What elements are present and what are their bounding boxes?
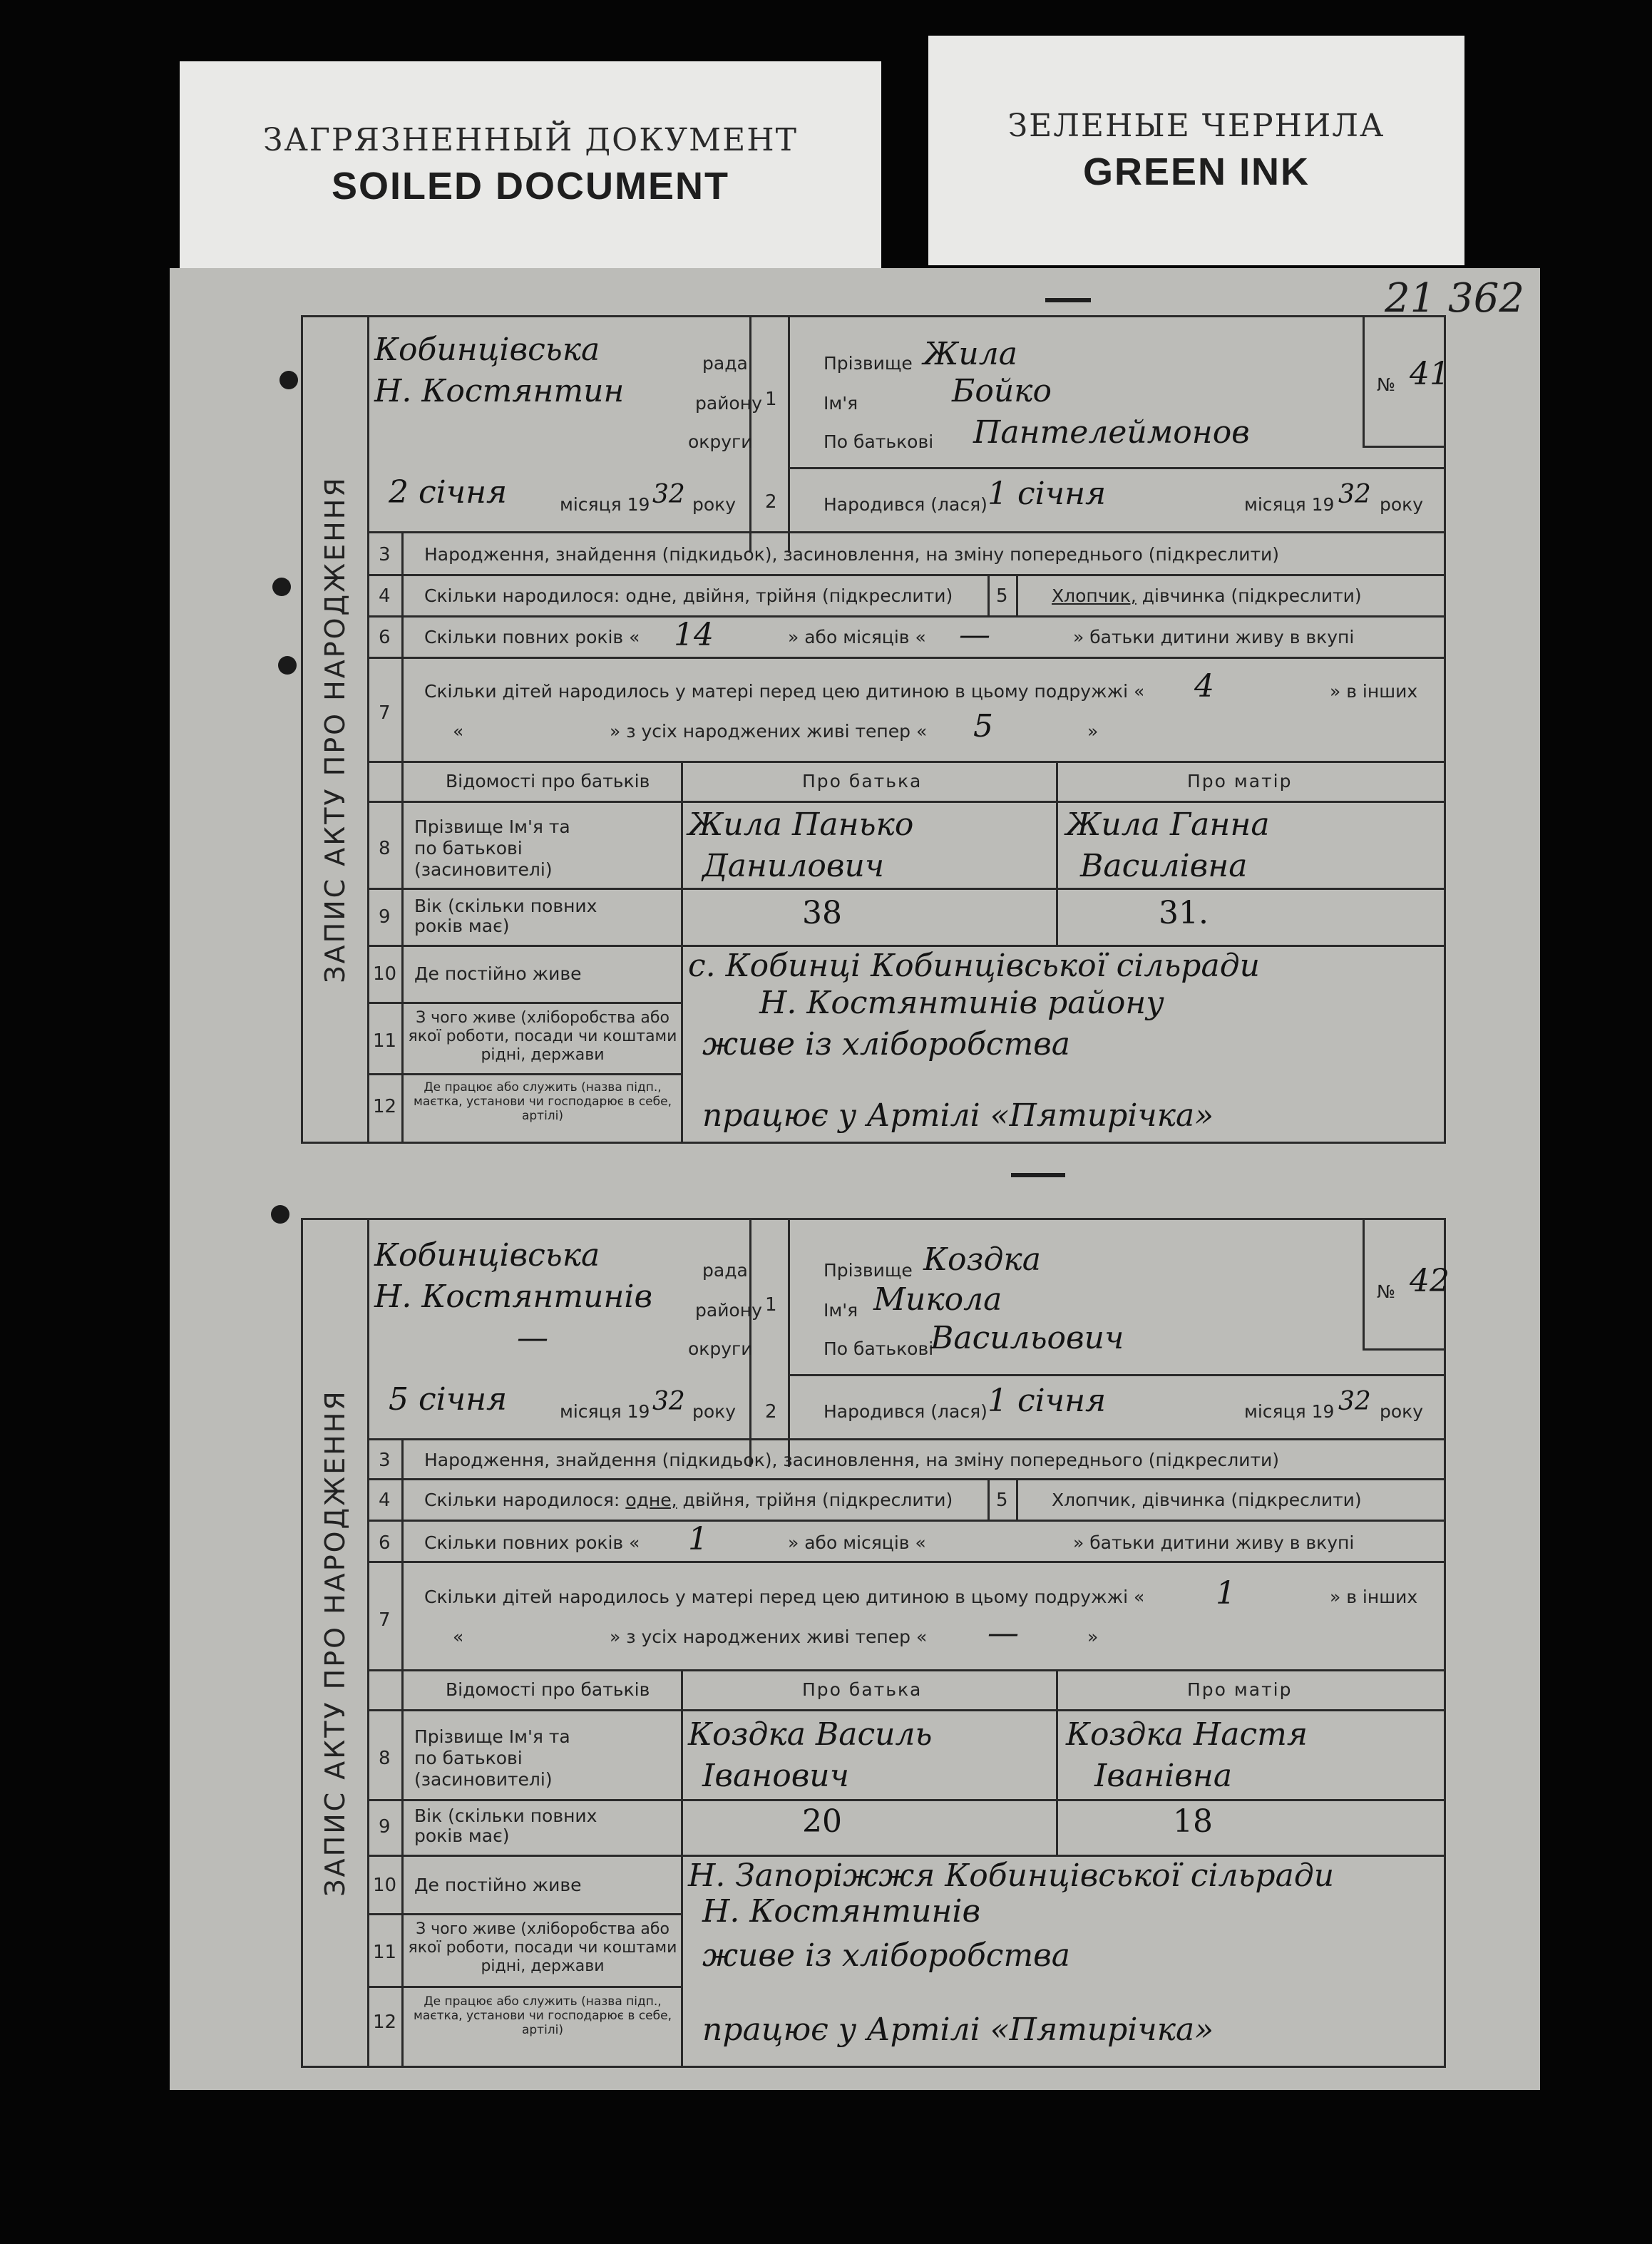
row-number: 5: [996, 1490, 1008, 1511]
birth-year: 32: [1338, 1387, 1371, 1416]
residence-1: с. Кобинці Кобинцівської сільради: [688, 948, 1260, 984]
row-divider: [367, 1002, 681, 1004]
row11-label: З чого живе (хліборобства або якої роботи, посади чи коштами рідні, держави: [408, 1920, 677, 1975]
rada-label: рада: [702, 1260, 748, 1281]
binding-hole: [279, 371, 298, 389]
row7-in-others: » в інших: [1330, 681, 1418, 702]
surname-label: Прізвище: [824, 1260, 913, 1281]
col-divider: [681, 1669, 683, 2066]
patronymic-label: По батькові: [824, 431, 934, 452]
row8-label: Прізвище Ім'я та по батькові (засиновителі): [414, 816, 570, 880]
surname-value: Жила: [923, 336, 1018, 372]
row-divider: [367, 615, 1444, 618]
birth-record-41: [301, 315, 1450, 1144]
registration-year: 32: [652, 1387, 685, 1416]
row3-text: Народження, знайдення (підкидьок), засиновлення, на зміну попереднього (підкреслити): [424, 544, 1280, 565]
green-ink-label: [928, 36, 1464, 265]
month-label: місяця 19: [1244, 1401, 1335, 1422]
occupation: живе із хліборобства: [702, 1937, 1071, 1974]
rada-value: Кобинцівська: [374, 1237, 600, 1274]
divider: [788, 317, 790, 553]
row-number: 4: [379, 1490, 391, 1511]
row-number: 7: [379, 702, 391, 724]
row-divider: [367, 574, 1444, 576]
workplace: працює у Артілі «Пятирічка»: [702, 2012, 1214, 2048]
divider: [1363, 446, 1444, 448]
row-divider: [367, 1478, 1444, 1480]
row-divider: [367, 1520, 1444, 1522]
row6-text: Скільки повних років «: [424, 627, 640, 647]
row-number: 10: [373, 1875, 397, 1896]
row-number: 5: [996, 585, 1008, 607]
divider: [367, 531, 1444, 533]
binding-hole: [278, 656, 297, 675]
divider: [1363, 1348, 1444, 1351]
act-number-label: №: [1377, 374, 1396, 395]
parents-header: Відомості про батьків: [446, 1679, 650, 1700]
col-divider: [987, 574, 990, 615]
row-divider: [367, 1986, 681, 1988]
soiled-document-label: [180, 61, 881, 268]
soiled-label-ru: ЗАГРЯЗНЕННЫЙ ДОКУМЕНТ: [263, 121, 798, 158]
year-label: року: [692, 494, 737, 515]
col-divider: [401, 531, 404, 1142]
row-divider: [367, 945, 1444, 947]
month-label: місяця 19: [560, 1401, 650, 1422]
registration-year: 32: [652, 480, 685, 509]
row-number: 3: [379, 544, 391, 565]
act-number: 42: [1410, 1263, 1450, 1299]
row-divider: [367, 1855, 1444, 1857]
row-divider: [367, 1561, 1444, 1563]
row7-in-others: » в інших: [1330, 1587, 1418, 1607]
rayon-label: району: [695, 1300, 762, 1321]
divider: [788, 1374, 1444, 1376]
rayon-value: Н. Костянтинів: [374, 1279, 653, 1315]
row-divider: [367, 1799, 1444, 1801]
row-divider: [367, 761, 1444, 763]
father-name-2: Данилович: [702, 848, 885, 884]
row7-end: »: [1087, 721, 1099, 742]
row9-label: Вік (скільки повних років має): [414, 896, 597, 936]
rada-value: Кобинцівська: [374, 332, 600, 368]
children-before: 4: [1194, 668, 1214, 705]
parents-header: Відомості про батьків: [446, 771, 650, 791]
year-label: року: [692, 1401, 737, 1422]
children-living: 5: [973, 708, 993, 744]
row6-tail: » батьки дитини живу в вкупі: [1073, 1532, 1355, 1553]
act-number: 41: [1410, 356, 1450, 392]
row7-quote: «: [453, 1626, 464, 1647]
row-number: 8: [379, 838, 391, 859]
col-divider: [1016, 1478, 1018, 1520]
name-label: Ім'я: [824, 393, 858, 414]
record-side-title: ЗАПИС АКТУ ПРО НАРОДЖЕННЯ: [303, 1220, 369, 2066]
row-number: 2: [765, 1401, 777, 1423]
col-divider: [1016, 574, 1018, 615]
row12-label: Де працює або служить (назва підп., маєтка, установи чи господарює в себе, артілі): [414, 1994, 672, 2037]
page-number: 21 362: [1385, 275, 1524, 322]
birth-date: 1 січня: [987, 476, 1107, 512]
mother-age: 31.: [1159, 895, 1209, 931]
year-label: року: [1380, 1401, 1424, 1422]
father-age: 20: [802, 1803, 842, 1840]
col-divider: [681, 761, 683, 1142]
patronymic-value: Пантелеймонов: [973, 414, 1250, 451]
row4-text: Скільки народилося: одне, двійня, трійня (підкреслити): [424, 1490, 953, 1510]
binding-hole: [272, 578, 291, 596]
row-divider: [367, 1709, 1444, 1711]
mother-name-1: Жила Ганна: [1066, 806, 1270, 843]
name-value: Микола: [873, 1281, 1002, 1318]
row-divider: [367, 657, 1444, 659]
row-divider: [367, 1669, 1444, 1671]
top-dash: [1045, 298, 1091, 302]
patronymic-label: По батькові: [824, 1338, 934, 1359]
residence-2: Н. Костянтинів району: [759, 985, 1164, 1021]
row-number: 8: [379, 1748, 391, 1769]
residence-1: Н. Запоріжжя Кобинцівської сільради: [688, 1858, 1335, 1894]
mother-header: Про матір: [1187, 1679, 1293, 1700]
row-divider: [367, 1073, 681, 1075]
row5-text: Хлопчик, дівчинка (підкреслити): [1052, 1490, 1362, 1510]
row7-line2: » з усіх народжених живі тепер «: [610, 721, 928, 742]
row6-months-label: » або місяців «: [788, 627, 926, 647]
name-label: Ім'я: [824, 1300, 858, 1321]
mother-name-2: Іванівна: [1094, 1758, 1233, 1794]
binding-hole: [271, 1205, 289, 1224]
birth-year: 32: [1338, 480, 1371, 509]
row-number: 9: [379, 906, 391, 928]
row-number: 11: [373, 1030, 397, 1052]
record-side-title: ЗАПИС АКТУ ПРО НАРОДЖЕННЯ: [303, 317, 369, 1142]
years-together: 14: [674, 617, 714, 653]
row-divider: [367, 1913, 681, 1915]
rayon-label: району: [695, 393, 762, 414]
row-number: 2: [765, 491, 777, 513]
birth-date: 1 січня: [987, 1383, 1107, 1419]
born-label: Народився (лася): [824, 1401, 987, 1422]
registration-date: 5 січня: [389, 1381, 508, 1418]
row-number: 3: [379, 1450, 391, 1471]
okrug-value: —: [517, 1320, 548, 1356]
born-label: Народився (лася): [824, 494, 987, 515]
row7-line1: Скільки дітей народилось у матері перед цею дитиною в цьому подружжі «: [424, 1587, 1145, 1607]
month-label: місяця 19: [560, 494, 650, 515]
divider: [1363, 317, 1365, 446]
residence-2: Н. Костянтинів: [702, 1893, 981, 1930]
patronymic-value: Васильович: [930, 1320, 1124, 1356]
row8-label: Прізвище Ім'я та по батькові (засиновителі): [414, 1726, 570, 1790]
act-number-label: №: [1377, 1281, 1396, 1302]
row10-label: Де постійно живе: [414, 963, 582, 984]
mother-name-2: Василівна: [1080, 848, 1248, 884]
father-name-1: Коздка Василь: [688, 1716, 933, 1753]
row5-text: Хлопчик, дівчинка (підкреслити): [1052, 585, 1362, 606]
workplace: працює у Артілі «Пятирічка»: [702, 1097, 1214, 1134]
row-divider: [367, 801, 1444, 803]
row-number: 12: [373, 2012, 397, 2033]
row11-label: З чого живе (хліборобства або якої роботи, посади чи коштами рідні, держави: [408, 1009, 677, 1064]
row-number: 9: [379, 1816, 391, 1838]
row7-end: »: [1087, 1626, 1099, 1647]
surname-label: Прізвище: [824, 353, 913, 374]
divider: [788, 1220, 790, 1467]
year-label: року: [1380, 494, 1424, 515]
name-value: Бойко: [952, 373, 1052, 409]
row10-label: Де постійно живе: [414, 1875, 582, 1895]
divider: [1363, 1220, 1365, 1348]
mother-name-1: Коздка Настя: [1066, 1716, 1308, 1753]
father-name-1: Жила Панько: [688, 806, 914, 843]
father-header: Про батька: [802, 771, 923, 791]
row3-text: Народження, знайдення (підкидьок), засиновлення, на зміну попереднього (підкреслити): [424, 1450, 1280, 1470]
ink-label-ru: ЗЕЛЕНЫЕ ЧЕРНИЛА: [1007, 107, 1385, 144]
years-together: 1: [688, 1521, 708, 1557]
row4-text: Скільки народилося: одне, двійня, трійня (підкреслити): [424, 585, 953, 606]
soiled-label-en: SOILED DOCUMENT: [331, 164, 729, 208]
rayon-value: Н. Костянтин: [374, 373, 625, 409]
row-number: 7: [379, 1609, 391, 1631]
occupation: живе із хліборобства: [702, 1026, 1071, 1062]
months-together: —: [959, 617, 990, 653]
row9-label: Вік (скільки повних років має): [414, 1805, 597, 1846]
row-number: 10: [373, 963, 397, 985]
col-divider: [987, 1478, 990, 1520]
middle-dash: [1011, 1173, 1065, 1177]
row-number: 1: [765, 1294, 777, 1316]
col-divider: [1056, 1669, 1058, 1855]
row12-label: Де працює або служить (назва підп., маєтка, установи чи господарює в себе, артілі): [414, 1080, 672, 1123]
birth-record-42: [301, 1218, 1450, 2068]
okrug-label: округи: [688, 431, 753, 452]
children-living: —: [987, 1615, 1019, 1651]
row-number: 6: [379, 1532, 391, 1554]
divider: [788, 467, 1444, 469]
row7-line2: » з усіх народжених живі тепер «: [610, 1626, 928, 1647]
row-number: 1: [765, 389, 777, 410]
father-header: Про батька: [802, 1679, 923, 1700]
surname-value: Коздка: [923, 1241, 1041, 1278]
row-number: 12: [373, 1096, 397, 1117]
row6-tail: » батьки дитини живу в вкупі: [1073, 627, 1355, 647]
mother-header: Про матір: [1187, 771, 1293, 791]
col-divider: [401, 1438, 404, 2066]
row6-text: Скільки повних років «: [424, 1532, 640, 1553]
row-number: 4: [379, 585, 391, 607]
okrug-label: округи: [688, 1338, 753, 1359]
children-before: 1: [1216, 1575, 1236, 1612]
ink-label-en: GREEN INK: [1082, 150, 1310, 193]
rada-label: рада: [702, 353, 748, 374]
divider: [367, 1438, 1444, 1440]
mother-age: 18: [1173, 1803, 1213, 1840]
row6-months-label: » або місяців «: [788, 1532, 926, 1553]
father-age: 38: [802, 895, 842, 931]
row-number: 6: [379, 627, 391, 648]
row-divider: [367, 888, 1444, 890]
month-label: місяця 19: [1244, 494, 1335, 515]
father-name-2: Іванович: [702, 1758, 850, 1794]
row-number: 11: [373, 1942, 397, 1963]
row7-line1: Скільки дітей народилось у матері перед цею дитиною в цьому подружжі «: [424, 681, 1145, 702]
registration-date: 2 січня: [389, 474, 508, 511]
row7-quote: «: [453, 721, 464, 742]
col-divider: [1056, 761, 1058, 945]
